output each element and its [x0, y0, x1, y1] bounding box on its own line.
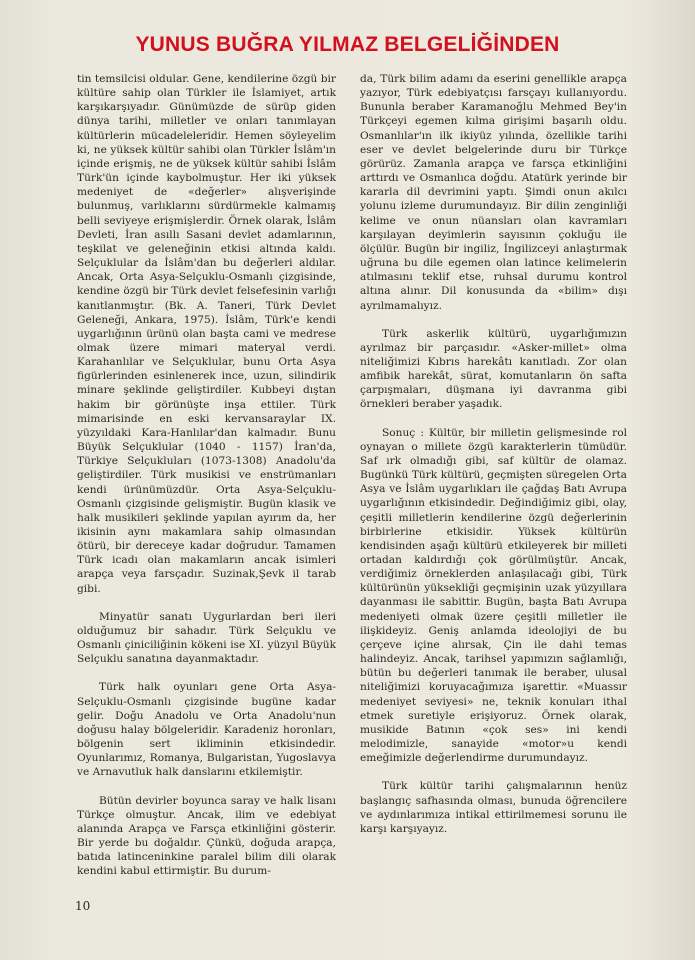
paragraph: tin temsilcisi oldular. Gene, kendilerine özgü bir kültüre sahip olan Türkler ile İslamiyet, artık karşıkarşıyadır. Günümüzde de sürüp giden dünya tarihi, milletler ve onları tanımlayan kültürlerin mücadeleleridir. Hemen söyleyelim ki, ne yüksek kültür sahibi olan Türkler İslâm'ın içinde erişmiş, ne de yüksek kültür sahibi İslâm Türk'ün içinde kaybolmuştur. Her iki yüksek medeniyet de «değerler» alışverişinde bulunmuş, varlıklarını sürdürmekle kalmamış belli seviyeye erişmişlerdir. Örnek olarak, İslâm Devleti, İran asıllı Sasani devlet adamlarının, teşkilat ve geleneğinin etkisi altında kaldı. Selçuklular da İslâm'dan bu değerleri aldılar. Ancak, Orta Asya-Selçuklu-Osmanlı çizgisinde, kendine özgü bir Türk devlet felsefesinin varlığı kanıtlanmıştır. (Bk. A. Taneri, Türk Devlet Geleneği, Ankara, 1975). İslâm, Türk'e kendi uygarlığının ürünü olan başta cami ve medrese olmak üzere mimari materyal verdi. Karahanlılar ve Selçuklular, bunu Orta Asya figürlerinden esinlenerek ince, uzun, silindirik minare şeklinde geliştirdiler. Kubbeyi dıştan hakim bir görünüşte inşa ettiler. Türk mimarisinde en eski kervansaraylar IX. yüzyıldaki Kara-Hanlılar'dan kalmadır. Bunu Büyük Selçuklular (1040 - 1157) İran'da, Türkiye Selçukluları (1073-1308) Anadolu'da geliştirdiler. Türk musikisi ve enstrümanları kendi ürünümüzdür. Orta Asya-Selçuklu-Osmanlı çizgisinde gelişmiştir. Bugün klasik ve halk musikileri şeklinde yapılan ayırım da, her ikisinin aynı makamlara sahip olmasından ötürü, bir dereceye kadar doğrudur. Tamamen Türk icadı olan makamların ancak isimleri arapça veya farsçadır. Suzinak,Şevk il tarab gibi. [77, 73, 336, 595]
paragraph: da, Türk bilim adamı da eserini genellikle arapça yazıyor, Türk edebiyatçısı farsçayı kullanıyordu. Bununla beraber Karamanoğlu Mehmed Bey'in Türkçeyi egemen kılma girişimi başarılı oldu. Osmanlılar'ın ilk ikiyüz yılında, özellikle tarihi eser ve devlet belgelerinde duru bir Türkçe görürüz. Zamanla arapça ve farsça etkinliğini arttırdı ve Osmanlıca doğdu. Atatürk yerinde bir kararla dil devrimini yaptı. Şimdi onun akılcı yolunu izleme durumundayız. Bir dilin zenginliği kelime ve onun nüansları olan kavramları karşılayan deyimlerin sayısının çokluğu ile ölçülür. Bugün bir ingiliz, İngilizceyi anlaştırmak uğruna bu dile egemen olan latince kelimelerin atılmasını teklif etse, ruhsal durumu kontrol altına alınır. Dil konusunda da «bilim» dışı ayrılmamalıyız. [360, 73, 627, 312]
paragraph: Bütün devirler boyunca saray ve halk lisanı Türkçe olmuştur. Ancak, ilim ve edebiyat alanında Arapça ve Farsça etkinliğini gösterir. Bir yerde bu doğaldır. Çünkü, doğuda arapça, batıda latinceninkine paralel bilim dili olarak kendini kabul ettirmiştir. Bu durum- [77, 794, 336, 878]
paragraph: Türk halk oyunları gene Orta Asya-Selçuklu-Osmanlı çizgisinde bugüne kadar gelir. Doğu Anadolu ve Orta Anadolu'nun doğusu halay bölgeleridir. Karadeniz horonları, bölgenin sert ikliminin etkisindedir. Oyunlarımız, Romanya, Bulgaristan, Yugoslavya ve Arnavutluk halk danslarını etkilemiştir. [77, 681, 336, 779]
left-column [77, 72, 336, 878]
right-column [360, 72, 627, 836]
page-number: 10 [75, 899, 91, 913]
paragraph: Minyatür sanatı Uygurlardan beri ileri olduğumuz bir sahadır. Türk Selçuklu ve Osmanlı çiniciliğinin kökeni ise XI. yüzyıl Büyük Selçuklu sanatına dayanmaktadır. [77, 610, 336, 666]
paragraph: Sonuç : Kültür, bir milletin gelişmesinde rol oynayan o millete özgü karakterlerin tümüdür. Saf ırk olmadığı gibi, saf kültür de olamaz. Bugünkü Türk kültürü, geçmişten süregelen Orta Asya ve İslâm uygarlıkları ile çağdaş Batı Avrupa uygarlığının etkisindedir. Değindiğimiz gibi, olay, çeşitli milletlerin kendilerine özgü değerlerinin birbirlerine etkisidir. Yüksek kültürün kendisinden aşağı kültürü etkileyerek bir milleti ortadan kaldırdığı çok görülmüştür. Ancak, verdiğimiz örneklerden anlaşılacağı gibi, Türk kültürünün yüksekliği geçmişinin uzak yüzyıllara dayanması ile sabittir. Bugün, başta Batı Avrupa medeniyeti olmak üzere çeşitli milletler ile ilişkideyiz. Geniş anlamda ideolojiyi de bu çerçeve içine alırsak, Çin ile dahi temas halindeyiz. Ancak, tarihsel yapımızın sağlamlığı, bütün bu değerleri tanımak ile beraber, ulusal niteliğimizi koruyacağımıza işarettir. «Muassır medeniyet seviyesi» ne, teknik konuları ithal etmek suretiyle erişiyoruz. Örnek olarak, musikide Batının «çok ses» ini kendi melodimizle, sanayide «motor»u kendi emeğimizle değerlendirme durumundayız. [360, 426, 627, 765]
paragraph: Türk askerlik kültürü, uygarlığımızın ayrılmaz bir parçasıdır. «Asker-millet» olma niteliğimizi Kıbrıs harekâtı kanıtladı. Zor olan amfibik harekât, sürat, komutanların ön safta çarpışmaları, düşmana iyi davranma gibi örnekleri beraber yaşadık. [360, 327, 627, 411]
watermark-banner: YUNUS BUĞRA YILMAZ BELGELİĞİNDEN [135, 33, 560, 56]
paragraph: Türk kültür tarihi çalışmalarının henüz başlangıç safhasında olması, bunuda öğrencilere ve aydınlarımıza intikal ettirilmemesi sorunu ile karşı karşıyayız. [360, 780, 627, 835]
